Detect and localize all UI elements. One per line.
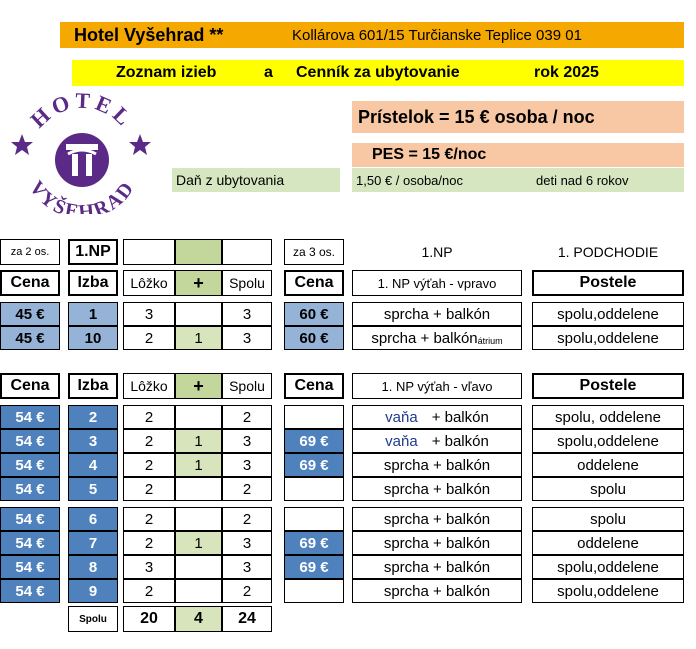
- totals-label: Spolu: [68, 606, 118, 632]
- room6-total: 2: [222, 507, 272, 531]
- desc-bath: vaňa: [385, 408, 418, 426]
- room5-room: 5: [68, 477, 118, 501]
- room4-desc: sprcha + balkón: [352, 453, 522, 477]
- room9-price3: [284, 579, 344, 603]
- room3-price: 54 €: [0, 429, 60, 453]
- row10-desc: [352, 326, 522, 350]
- logo-text-top: HOTEL: [25, 88, 139, 133]
- room2-price3: [284, 405, 344, 429]
- tax-label: Daň z ubytovania: [176, 172, 285, 188]
- room5-price: 54 €: [0, 477, 60, 501]
- row1-price3: 60 €: [284, 302, 344, 326]
- tax-value-box: [352, 168, 684, 192]
- room6-extra: [175, 507, 222, 531]
- col-header-price3: Cena: [284, 270, 344, 296]
- room3-room: 3: [68, 429, 118, 453]
- desc-balcony: + balkón: [431, 408, 489, 426]
- room8-total: 3: [222, 555, 272, 579]
- row10-price3: 60 €: [284, 326, 344, 350]
- room3-price3: 69 €: [284, 429, 344, 453]
- logo-text-bottom: VYŠEHRAD: [24, 176, 140, 214]
- room5-total: 2: [222, 477, 272, 501]
- room7-total: 3: [222, 531, 272, 555]
- row10-extra: 1: [175, 326, 222, 350]
- col-header-total: Spolu: [222, 270, 272, 296]
- room2-desc: [352, 405, 522, 429]
- tax-label-box: [172, 168, 340, 192]
- room4-price: 54 €: [0, 453, 60, 477]
- room8-price3: 69 €: [284, 555, 344, 579]
- room2-room: 2: [68, 405, 118, 429]
- room6-price3: [284, 507, 344, 531]
- desc-bath: vaňa: [385, 432, 418, 450]
- room9-price: 54 €: [0, 579, 60, 603]
- col2-header-price: Cena: [0, 373, 60, 399]
- row1-beds: 3: [123, 302, 175, 326]
- totals-extra: 4: [175, 606, 222, 632]
- room9-total: 2: [222, 579, 272, 603]
- room7-room: 7: [68, 531, 118, 555]
- room4-total: 3: [222, 453, 272, 477]
- room9-beds: 2: [123, 579, 175, 603]
- col-header-price: Cena: [0, 270, 60, 296]
- room8-bedding: spolu,oddelene: [532, 555, 684, 579]
- col-header-beds: Lôžko: [123, 270, 175, 296]
- for-2-persons-label: za 2 os.: [0, 239, 60, 265]
- col-header-bedding: Postele: [532, 270, 684, 296]
- col2-header-desc: 1. NP výťah - vľavo: [352, 373, 522, 399]
- room7-price3: 69 €: [284, 531, 344, 555]
- room2-price: 54 €: [0, 405, 60, 429]
- col2-header-bedding: Postele: [532, 373, 684, 399]
- row1-desc: [352, 302, 522, 326]
- hotel-name: Hotel Vyšehrad **: [74, 25, 224, 45]
- title-bar: [60, 22, 684, 48]
- bedding-section-label: 1. PODCHODIE: [557, 244, 659, 260]
- row10-desc-note: átrium: [477, 336, 503, 346]
- room6-room: 6: [68, 507, 118, 531]
- room5-extra: [175, 477, 222, 501]
- row1-total: 3: [222, 302, 272, 326]
- room5-bedding: spolu: [532, 477, 684, 501]
- row1-price: 45 €: [0, 302, 60, 326]
- room3-bedding: spolu,oddelene: [532, 429, 684, 453]
- room9-room: 9: [68, 579, 118, 603]
- subtitle-and: a: [264, 64, 273, 81]
- room3-desc: [352, 429, 522, 453]
- room4-extra: 1: [175, 453, 222, 477]
- col-header-extra: +: [175, 270, 222, 296]
- room9-extra: [175, 579, 222, 603]
- dog-price: PES = 15 €/noc: [372, 146, 487, 163]
- room8-beds: 3: [123, 555, 175, 579]
- col2-header-extra: +: [175, 373, 222, 399]
- for-3-persons-label: za 3 os.: [284, 239, 344, 265]
- room6-bedding: spolu: [532, 507, 684, 531]
- room4-room: 4: [68, 453, 118, 477]
- empty-cell: [175, 239, 222, 265]
- empty-cell: [222, 239, 272, 265]
- star-icon: [11, 134, 33, 155]
- floor-label: 1.NP: [68, 239, 118, 265]
- room6-price: 54 €: [0, 507, 60, 531]
- svg-text:HOTEL: [26, 88, 139, 133]
- subtitle-pricelist: Cenník za ubytovanie: [296, 64, 460, 81]
- row10-desc-text: sprcha + balkón: [371, 329, 478, 347]
- room3-total: 3: [222, 429, 272, 453]
- hotel-logo: [8, 88, 154, 214]
- row10-bedding: spolu,oddelene: [532, 326, 684, 350]
- room7-price: 54 €: [0, 531, 60, 555]
- room8-price: 54 €: [0, 555, 60, 579]
- room4-bedding: oddelene: [532, 453, 684, 477]
- subtitle-bar: [72, 60, 684, 86]
- row1-extra: [175, 302, 222, 326]
- row10-beds: 2: [123, 326, 175, 350]
- col2-header-room: Izba: [68, 373, 118, 399]
- floor-section-label: 1.NP: [421, 244, 453, 260]
- room7-extra: 1: [175, 531, 222, 555]
- room5-beds: 2: [123, 477, 175, 501]
- col2-header-beds: Lôžko: [123, 373, 175, 399]
- star-icon: [129, 134, 151, 155]
- room3-extra: 1: [175, 429, 222, 453]
- totals-beds: 20: [123, 606, 175, 632]
- empty-cell: [123, 239, 175, 265]
- room8-extra: [175, 555, 222, 579]
- room5-desc: sprcha + balkón: [352, 477, 522, 501]
- room7-bedding: oddelene: [532, 531, 684, 555]
- row1-room: 1: [68, 302, 118, 326]
- col-header-desc: 1. NP výťah - vpravo: [352, 270, 522, 296]
- room2-extra: [175, 405, 222, 429]
- desc-balcony: + balkón: [431, 432, 489, 450]
- room3-beds: 2: [123, 429, 175, 453]
- col2-header-price3: Cena: [284, 373, 344, 399]
- row1-bedding: spolu,oddelene: [532, 302, 684, 326]
- room9-desc: sprcha + balkón: [352, 579, 522, 603]
- col2-header-total: Spolu: [222, 373, 272, 399]
- extra-bed-box: [352, 101, 684, 133]
- room7-beds: 2: [123, 531, 175, 555]
- totals-total: 24: [222, 606, 272, 632]
- room6-beds: 2: [123, 507, 175, 531]
- subtitle-year: rok 2025: [534, 64, 599, 81]
- room8-room: 8: [68, 555, 118, 579]
- hotel-address: Kollárova 601/15 Turčianske Teplice 039 01: [292, 27, 582, 44]
- col-header-room: Izba: [68, 270, 118, 296]
- row1-desc-text: sprcha + balkón: [383, 305, 491, 323]
- tax-note: deti nad 6 rokov: [536, 173, 629, 188]
- room6-desc: sprcha + balkón: [352, 507, 522, 531]
- room7-desc: sprcha + balkón: [352, 531, 522, 555]
- row10-room: 10: [68, 326, 118, 350]
- room2-bedding: spolu, oddelene: [532, 405, 684, 429]
- room9-bedding: spolu,oddelene: [532, 579, 684, 603]
- room2-beds: 2: [123, 405, 175, 429]
- dog-box: [352, 143, 684, 167]
- room4-price3: 69 €: [284, 453, 344, 477]
- tax-value: 1,50 € / osoba/noc: [356, 173, 463, 188]
- room2-total: 2: [222, 405, 272, 429]
- row10-total: 3: [222, 326, 272, 350]
- room5-price3: [284, 477, 344, 501]
- row10-price: 45 €: [0, 326, 60, 350]
- room4-beds: 2: [123, 453, 175, 477]
- subtitle-list: Zoznam izieb: [116, 64, 217, 81]
- room8-desc: sprcha + balkón: [352, 555, 522, 579]
- extra-bed-price: Prístelok = 15 € osoba / noc: [358, 107, 595, 127]
